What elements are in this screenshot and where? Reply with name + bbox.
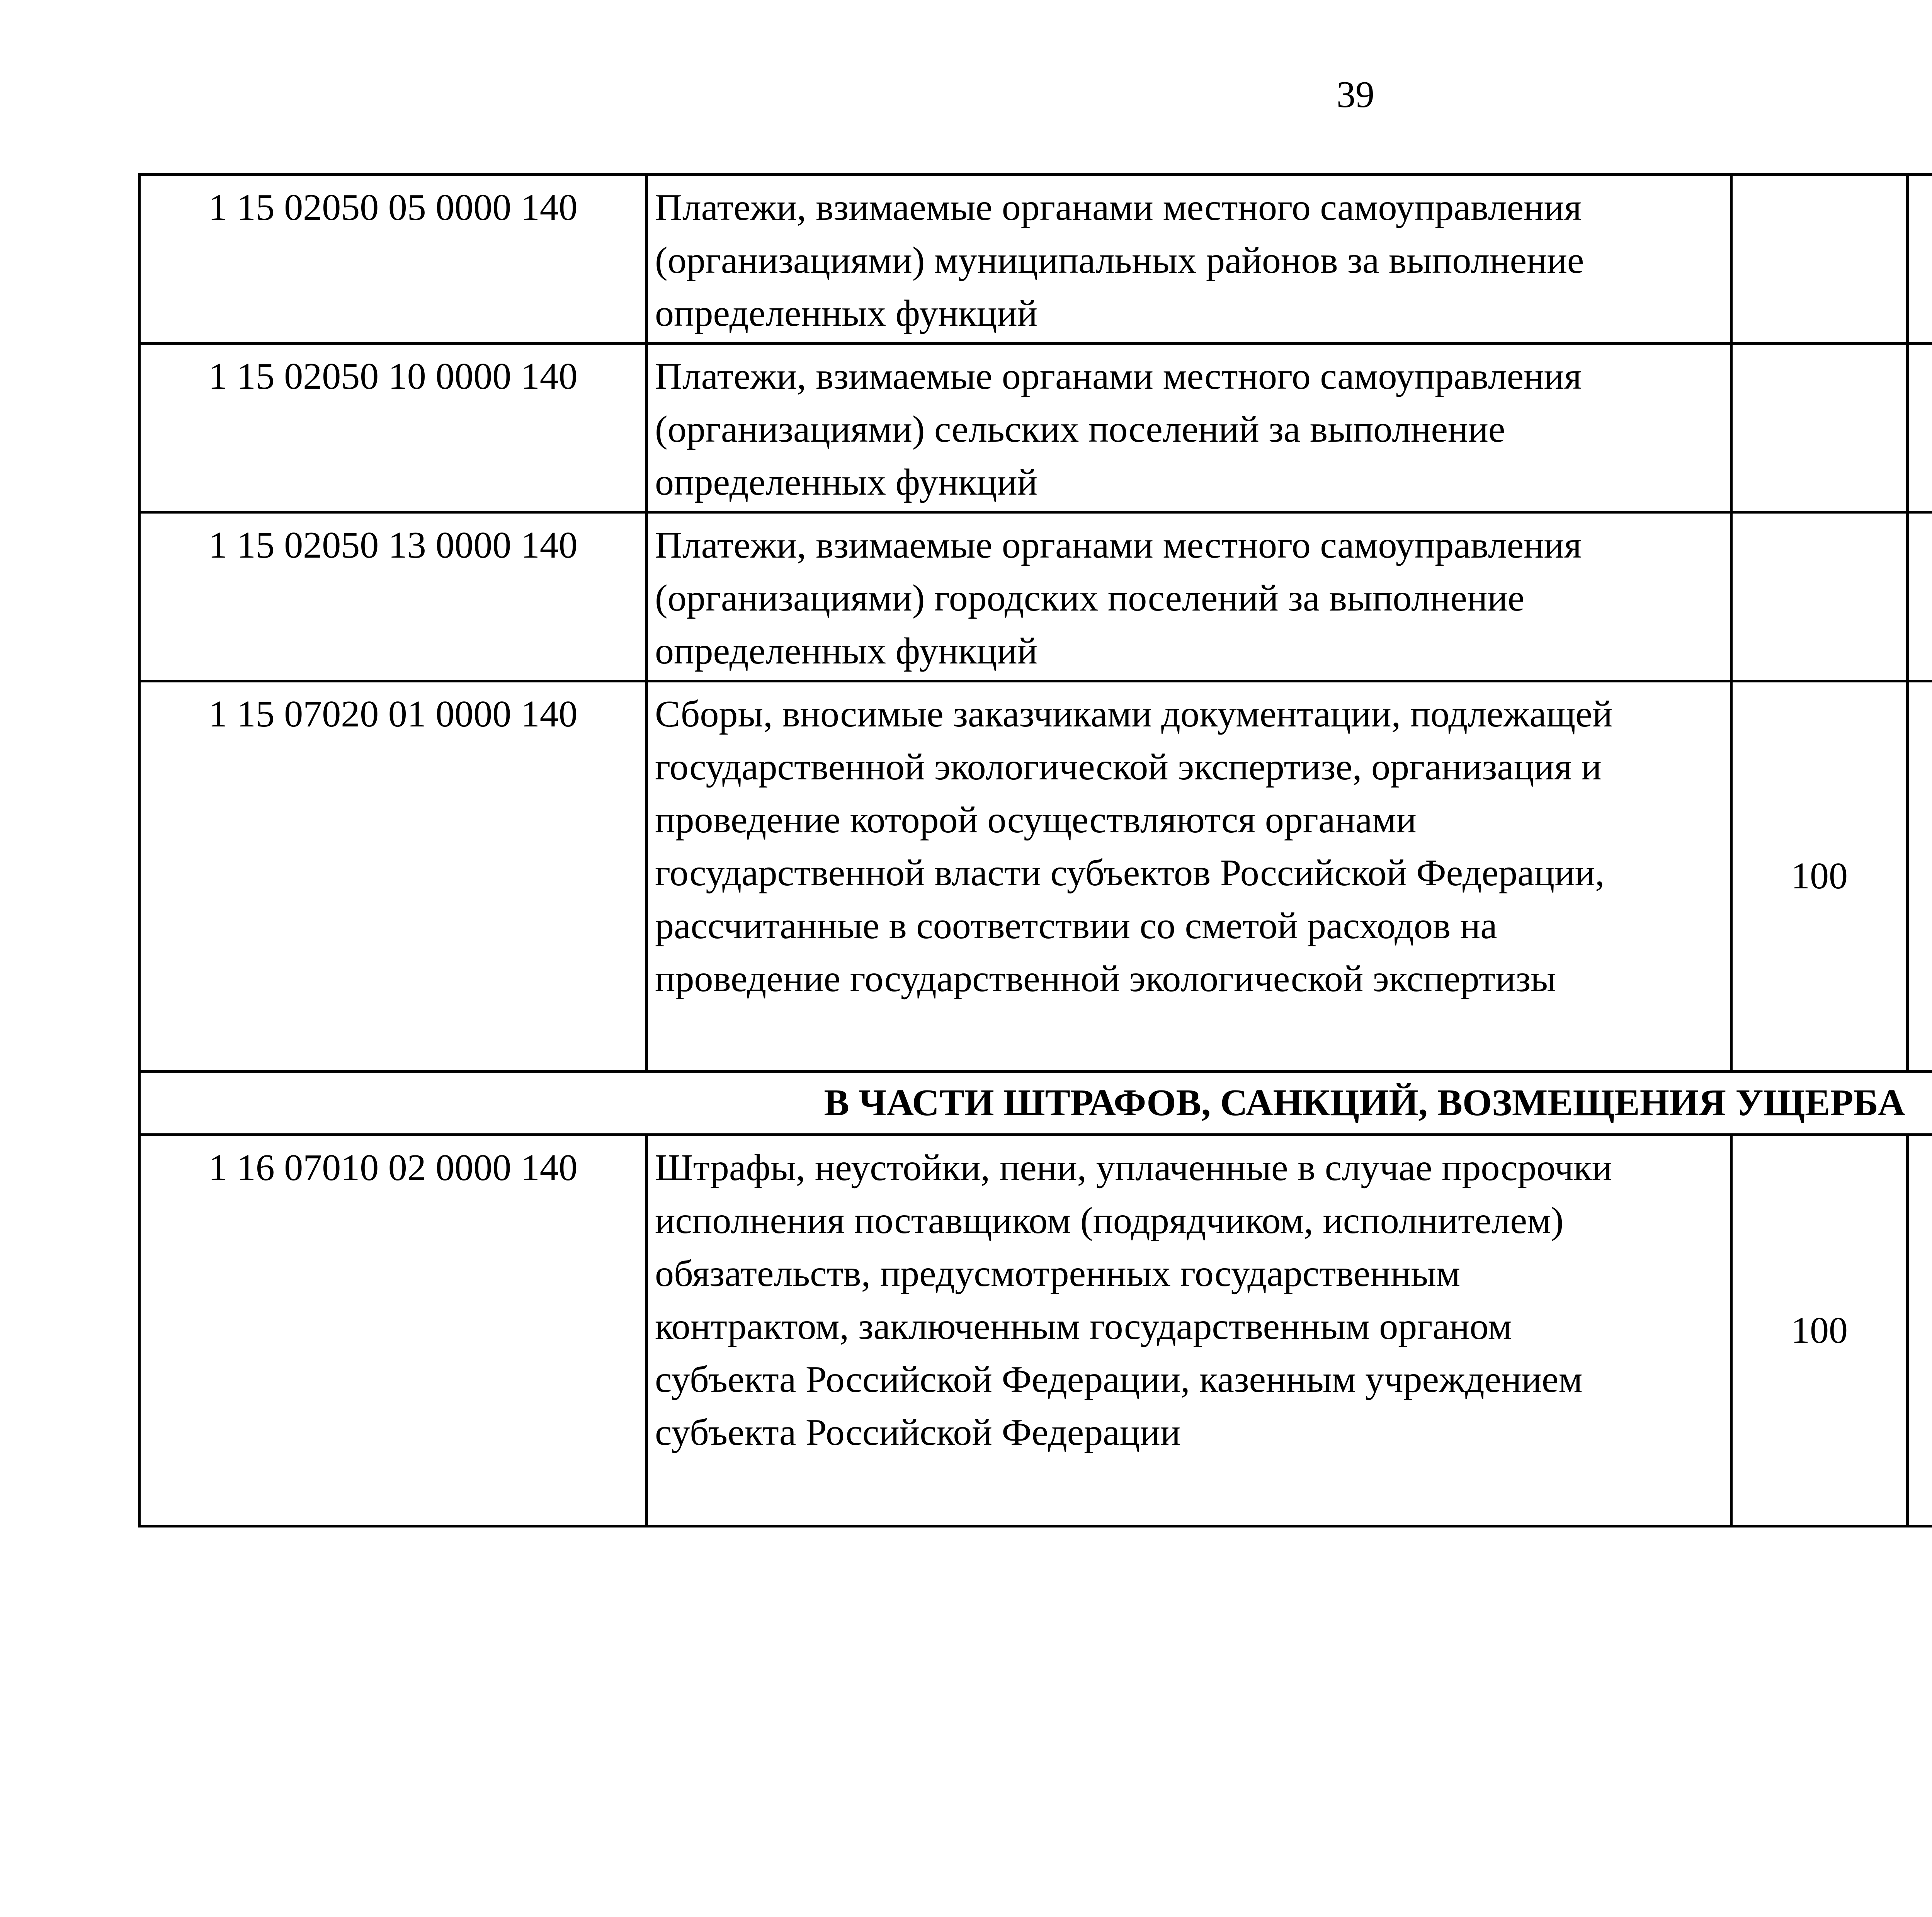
share-cell-1 <box>1731 344 1908 512</box>
description-line: проведение которой осуществляются органами <box>655 799 1417 841</box>
description-cell <box>647 175 1731 344</box>
table-row <box>139 344 1932 512</box>
description-line: определенных функций <box>655 630 1038 672</box>
description-line: определенных функций <box>655 461 1038 503</box>
revenue-distribution-table <box>138 173 1932 1527</box>
description-line: Платежи, взимаемые органами местного самоуправления <box>655 356 1582 397</box>
budget-code-cell: 1 15 02050 05 0000 140 <box>139 175 647 344</box>
section-heading: В ЧАСТИ ШТРАФОВ, САНКЦИЙ, ВОЗМЕЩЕНИЯ УЩЕРБА <box>139 1072 1932 1135</box>
share-cell-2 <box>1908 512 1932 681</box>
description-cell <box>647 344 1731 512</box>
budget-code-cell: 1 15 07020 01 0000 140 <box>139 681 647 1072</box>
description-line: Штрафы, неустойки, пени, уплаченные в случае просрочки <box>655 1147 1612 1189</box>
table-row <box>139 681 1932 1072</box>
description-line: исполнения поставщиком (подрядчиком, исполнителем) <box>655 1200 1564 1242</box>
description-line: Платежи, взимаемые органами местного самоуправления <box>655 187 1582 228</box>
table-row <box>139 512 1932 681</box>
share-cell-1 <box>1731 512 1908 681</box>
description-line: государственной власти субъектов Российской Федерации, <box>655 852 1605 894</box>
budget-code-cell: 1 15 02050 10 0000 140 <box>139 344 647 512</box>
description-line: проведение государственной экологической экспертизы <box>655 958 1556 1000</box>
description-line: Платежи, взимаемые органами местного самоуправления <box>655 524 1582 566</box>
description-cell <box>647 512 1731 681</box>
share-cell-1 <box>1731 175 1908 344</box>
table-row <box>139 1135 1932 1526</box>
description-line: обязательств, предусмотренных государственным <box>655 1253 1461 1294</box>
description-line: субъекта Российской Федерации <box>655 1412 1181 1453</box>
description-line: (организациями) сельских поселений за выполнение <box>655 408 1505 450</box>
description-line: субъекта Российской Федерации, казенным учреждением <box>655 1359 1583 1400</box>
description-cell <box>647 681 1731 1072</box>
description-line: Сборы, вносимые заказчиками документации, подлежащей <box>655 693 1613 735</box>
description-line: (организациями) городских поселений за выполнение <box>655 577 1525 619</box>
description-line: (организациями) муниципальных районов за выполнение <box>655 240 1584 281</box>
share-cell-1: 100 <box>1731 1135 1908 1526</box>
share-cell-2 <box>1908 1135 1932 1526</box>
description-cell <box>647 1135 1731 1526</box>
budget-code-cell: 1 16 07010 02 0000 140 <box>139 1135 647 1526</box>
share-cell-1: 100 <box>1731 681 1908 1072</box>
description-line: определенных функций <box>655 293 1038 334</box>
section-heading-row <box>139 1072 1932 1135</box>
table-row <box>139 175 1932 344</box>
share-cell-2 <box>1908 344 1932 512</box>
description-line: государственной экологической экспертизе, организация и <box>655 746 1602 788</box>
description-line: контрактом, заключенным государственным органом <box>655 1306 1512 1347</box>
page-number: 39 <box>1337 74 1374 116</box>
share-cell-2 <box>1908 175 1932 344</box>
budget-code-cell: 1 15 02050 13 0000 140 <box>139 512 647 681</box>
description-line: рассчитанные в соответствии со сметой расходов на <box>655 905 1497 947</box>
share-cell-2 <box>1908 681 1932 1072</box>
